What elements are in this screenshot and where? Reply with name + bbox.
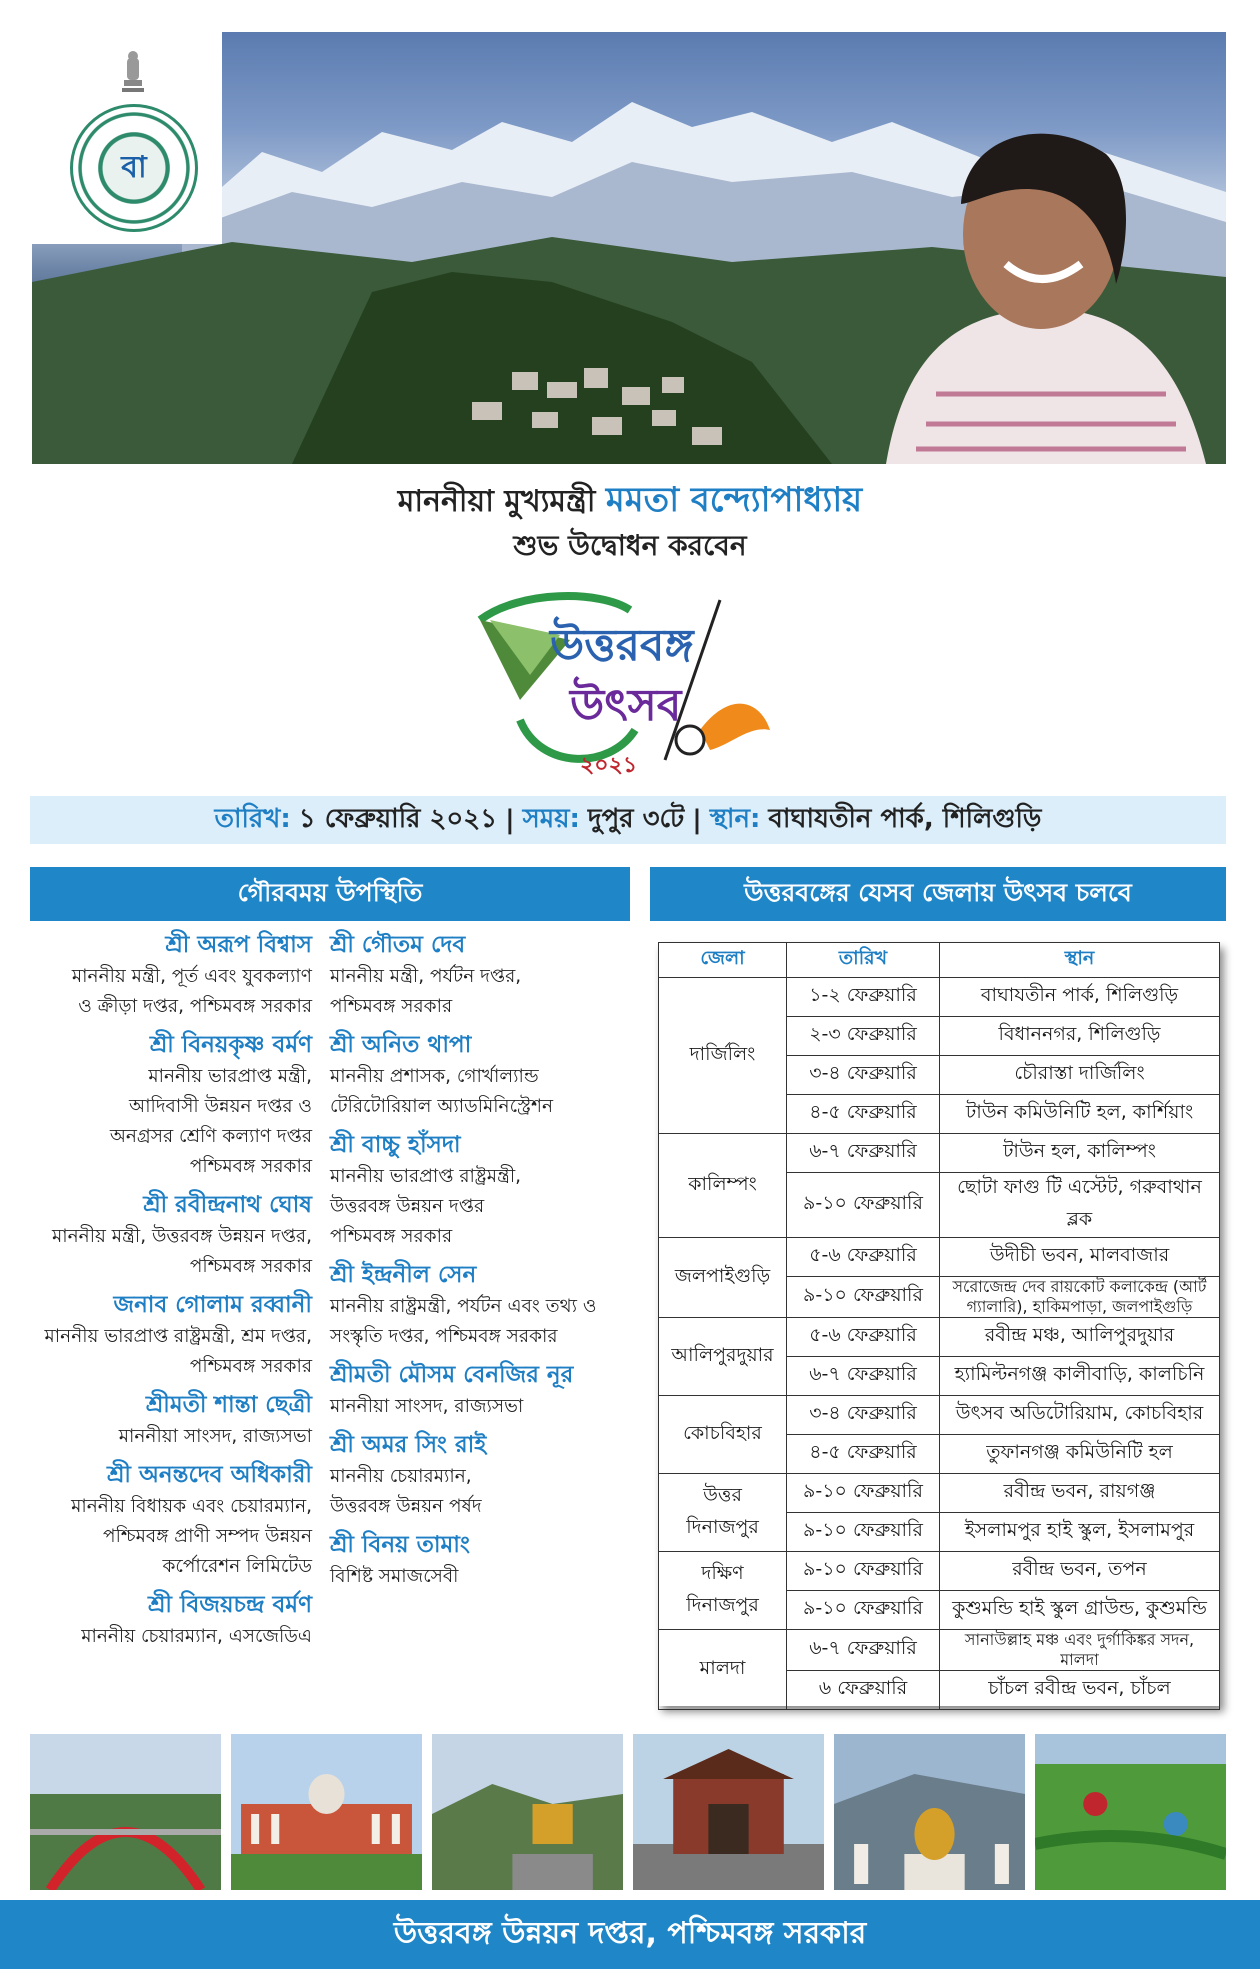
district-cell: উত্তর দিনাজপুর: [659, 1474, 787, 1552]
time-value: দুপুর ৩টে: [587, 804, 685, 834]
guest-entry: [330, 1128, 630, 1252]
guest-role-line: মাননীয় বিধায়ক এবং চেয়ারম্যান,: [71, 1496, 312, 1517]
districts-heading: উত্তরবঙ্গের যেসব জেলায় উৎসব চলবে: [650, 867, 1226, 921]
guest-entry: [330, 1428, 630, 1522]
date-cell: ৩-৪ ফেব্রুয়ারি: [787, 1396, 940, 1435]
venue-cell: তুফানগঞ্জ কমিউনিটি হল: [940, 1435, 1220, 1474]
guest-entry: [20, 1588, 312, 1652]
guest-role-line: মাননীয় ভারপ্রাপ্ত রাষ্ট্রমন্ত্রী,: [330, 1166, 521, 1187]
guest-role-line: পশ্চিমবঙ্গ সরকার: [189, 1156, 312, 1177]
headline-prefix: মাননীয়া মুখ্যমন্ত্রী: [397, 484, 596, 519]
district-cell: মালদা: [659, 1630, 787, 1710]
guest-name: শ্রী অনিত থাপা: [330, 1032, 472, 1058]
guest-role-line: মাননীয় ভারপ্রাপ্ত রাষ্ট্রমন্ত্রী, শ্রম দপ্তর,: [44, 1326, 312, 1347]
venue-cell: চৌরাস্তা দার্জিলিং: [940, 1056, 1220, 1095]
venue-cell: হ্যামিল্টনগঞ্জ কালীবাড়ি, কালচিনি: [940, 1357, 1220, 1396]
bridge-photo: [30, 1734, 221, 1890]
guest-role-line: পশ্চিমবঙ্গ সরকার: [330, 996, 453, 1017]
date-cell: ৪-৫ ফেব্রুয়ারি: [787, 1095, 940, 1134]
venue-cell: রবীন্দ্র ভবন, রায়গঞ্জ: [940, 1474, 1220, 1513]
venue-cell: কুশুমন্ডি হাই স্কুল গ্রাউন্ড, কুশুমন্ডি: [940, 1591, 1220, 1630]
event-info-bar: [30, 796, 1226, 844]
date-cell: ৯-১০ ফেব্রুয়ারি: [787, 1277, 940, 1318]
guest-role-line: মাননীয় মন্ত্রী, পর্যটন দপ্তর,: [330, 966, 522, 987]
guests-right-column: [330, 928, 630, 1598]
guests-left-column: [20, 928, 312, 1658]
guest-role-line: বিশিষ্ট সমাজসেবী: [330, 1566, 459, 1587]
table-row: [659, 1134, 1220, 1173]
date-cell: ৫-৬ ফেব্রুয়ারি: [787, 1318, 940, 1357]
guest-name: শ্রী বিজয়চন্দ্র বর্মণ: [148, 1592, 312, 1618]
guest-role-line: পশ্চিমবঙ্গ সরকার: [189, 1356, 312, 1377]
logo-line2: উৎসব: [570, 680, 682, 731]
guest-name: শ্রীমতী শান্তা ছেত্রী: [145, 1392, 312, 1418]
guest-name: শ্রী গৌতম দেব: [330, 932, 466, 958]
west-bengal-seal-icon: [70, 104, 198, 232]
venue-cell: রবীন্দ্র ভবন, তপন: [940, 1552, 1220, 1591]
table-row: [659, 1396, 1220, 1435]
venue-cell: ছোটা ফাগু টি এস্টেট, গরুবাথান ব্লক: [940, 1173, 1220, 1238]
headline-line1: [0, 474, 1260, 531]
venue-cell: রবীন্দ্র মঞ্চ, আলিপুরদুয়ার: [940, 1318, 1220, 1357]
schedule-body: [659, 978, 1220, 1710]
seal-letter: বা: [121, 149, 147, 185]
guest-entry: [330, 1258, 630, 1352]
gate-photo: [633, 1734, 824, 1890]
guest-role-line: মাননীয় প্রশাসক, গোর্খাল্যান্ড: [330, 1066, 539, 1087]
guest-role-line: মাননীয়া সাংসদ, রাজ্যসভা: [118, 1426, 312, 1447]
guest-role-line: মাননীয় চেয়ারম্যান, এসজেডিএ: [81, 1626, 312, 1647]
guest-role-line: কর্পোরেশন লিমিটেড: [162, 1556, 312, 1577]
logo-year: ২০২১: [580, 753, 638, 778]
guest-role-line: টেরিটোরিয়াল অ্যাডমিনিস্ট্রেশন: [330, 1096, 554, 1117]
guest-role-line: ও ক্রীড়া দপ্তর, পশ্চিমবঙ্গ সরকার: [78, 996, 312, 1017]
guest-entry: [330, 1028, 630, 1122]
guest-entry: [20, 1028, 312, 1182]
guest-role-line: পশ্চিমবঙ্গ সরকার: [330, 1226, 453, 1247]
guest-name: শ্রী অরূপ বিশ্বাস: [165, 932, 312, 958]
guest-role-line: মাননীয় ভারপ্রাপ্ত মন্ত্রী,: [148, 1066, 312, 1087]
guest-name: শ্রী রবীন্দ্রনাথ ঘোষ: [143, 1192, 312, 1218]
emblem-box: [32, 32, 222, 244]
guest-role-line: সংস্কৃতি দপ্তর, পশ্চিমবঙ্গ সরকার: [330, 1326, 558, 1347]
guest-entry: [330, 928, 630, 1022]
header-date: তারিখ: [787, 943, 940, 978]
time-label: সময়:: [522, 804, 580, 834]
logo-line1: উত্তরবঙ্গ: [550, 620, 694, 671]
header-venue: স্থান: [940, 943, 1220, 978]
ashoka-emblem-icon: [118, 50, 148, 102]
date-cell: ৯-১০ ফেব্রুয়ারি: [787, 1474, 940, 1513]
hero-banner: [32, 32, 1226, 464]
date-cell: ২-৩ ফেব্রুয়ারি: [787, 1017, 940, 1056]
venue-cell: উদীচী ভবন, মালবাজার: [940, 1238, 1220, 1277]
guest-name: জনাব গোলাম রব্বানী: [113, 1292, 312, 1318]
table-row: [659, 1318, 1220, 1357]
district-cell: দার্জিলিং: [659, 978, 787, 1134]
table-row: [659, 1630, 1220, 1671]
date-cell: ৯-১০ ফেব্রুয়ারি: [787, 1513, 940, 1552]
venue-cell: টাউন হল, কালিম্পং: [940, 1134, 1220, 1173]
guest-entry: [20, 1388, 312, 1452]
date-label: তারিখ:: [214, 804, 291, 834]
table-header-row: [659, 943, 1220, 978]
district-cell: জলপাইগুড়ি: [659, 1238, 787, 1318]
venue-cell: উৎসব অডিটোরিয়াম, কোচবিহার: [940, 1396, 1220, 1435]
date-cell: ৬-৭ ফেব্রুয়ারি: [787, 1630, 940, 1671]
venue-cell: বিধাননগর, শিলিগুড়ি: [940, 1017, 1220, 1056]
buddha-photo: [834, 1734, 1025, 1890]
table-row: [659, 1552, 1220, 1591]
chief-minister-portrait: [846, 94, 1226, 464]
palace-photo: [231, 1734, 422, 1890]
venue-cell: ইসলামপুর হাই স্কুল, ইসলামপুর: [940, 1513, 1220, 1552]
guest-name: শ্রী বিনয়কৃষ্ণ বর্মণ: [149, 1032, 312, 1058]
date-cell: ৯-১০ ফেব্রুয়ারি: [787, 1173, 940, 1238]
guest-role-line: মাননীয় মন্ত্রী, উত্তরবঙ্গ উন্নয়ন দপ্তর,: [51, 1226, 312, 1247]
divider: |: [692, 805, 702, 835]
table-row: [659, 1238, 1220, 1277]
schedule-table-wrapper: [658, 942, 1220, 1706]
guest-role-line: মাননীয়া সাংসদ, রাজ্যসভা: [330, 1396, 524, 1417]
venue-label: স্থান:: [709, 804, 761, 834]
footer-department: উত্তরবঙ্গ উন্নয়ন দপ্তর, পশ্চিমবঙ্গ সরকার: [0, 1900, 1260, 1969]
guest-role-line: আদিবাসী উন্নয়ন দপ্তর ও: [128, 1096, 312, 1117]
guest-name: শ্রী অমর সিং রাই: [330, 1432, 487, 1458]
date-cell: ৫-৬ ফেব্রুয়ারি: [787, 1238, 940, 1277]
headline-line2: শুভ উদ্বোধন করবেন: [513, 529, 747, 562]
date-value: ১ ফেব্রুয়ারি ২০২১: [298, 804, 498, 834]
header-district: জেলা: [659, 943, 787, 978]
venue-cell: সরোজেন্দ্র দেব রায়কোট কলাকেন্দ্র (আর্ট গ্যালারি), হাকিমপাড়া, জলপাইগুড়ি: [940, 1277, 1220, 1318]
venue-cell: চাঁচল রবীন্দ্র ভবন, চাঁচল: [940, 1671, 1220, 1710]
tea-garden-photo: [1035, 1734, 1226, 1890]
date-cell: ৪-৫ ফেব্রুয়ারি: [787, 1435, 940, 1474]
divider: |: [505, 805, 515, 835]
venue-cell: বাঘাযতীন পার্ক, শিলিগুড়ি: [940, 978, 1220, 1017]
guest-role-line: উত্তরবঙ্গ উন্নয়ন পর্ষদ: [330, 1496, 482, 1517]
date-cell: ৯-১০ ফেব্রুয়ারি: [787, 1552, 940, 1591]
schedule-table: [658, 942, 1220, 1710]
guest-name: শ্রী বিনয় তামাং: [330, 1532, 470, 1558]
venue-cell: সানাউল্লাহ মঞ্চ এবং দুর্গাকিঙ্কর সদন, মালদা: [940, 1630, 1220, 1671]
guest-name: শ্রীমতী মৌসম বেনজির নূর: [330, 1362, 574, 1388]
district-cell: আলিপুরদুয়ার: [659, 1318, 787, 1396]
guest-entry: [330, 1528, 630, 1592]
guest-entry: [20, 928, 312, 1022]
venue-value: বাঘাযতীন পার্ক, শিলিগুড়ি: [768, 804, 1042, 834]
guest-entry: [20, 1288, 312, 1382]
chief-minister-name: মমতা বন্দ্যোপাধ্যায়: [605, 480, 863, 520]
guest-role-line: উত্তরবঙ্গ উন্নয়ন দপ্তর: [330, 1196, 485, 1217]
date-cell: ৬-৭ ফেব্রুয়ারি: [787, 1357, 940, 1396]
district-cell: কোচবিহার: [659, 1396, 787, 1474]
guest-name: শ্রী ইন্দ্রনীল সেন: [330, 1262, 477, 1288]
monastery-photo: [432, 1734, 623, 1890]
date-cell: ৬ ফেব্রুয়ারি: [787, 1671, 940, 1710]
festival-logo: [460, 580, 800, 780]
guests-heading: গৌরবময় উপস্থিতি: [30, 867, 630, 921]
district-cell: কালিম্পং: [659, 1134, 787, 1238]
guest-entry: [20, 1458, 312, 1582]
guest-role-line: অনগ্রসর শ্রেণি কল্যাণ দপ্তর: [109, 1126, 312, 1147]
venue-cell: টাউন কমিউনিটি হল, কার্শিয়াং: [940, 1095, 1220, 1134]
guest-name: শ্রী বাচ্চু হাঁসদা: [330, 1132, 461, 1158]
guest-role-line: পশ্চিমবঙ্গ সরকার: [189, 1256, 312, 1277]
guest-entry: [330, 1358, 630, 1422]
guest-role-line: মাননীয় রাষ্ট্রমন্ত্রী, পর্যটন এবং তথ্য ও: [330, 1296, 597, 1317]
date-cell: ৬-৭ ফেব্রুয়ারি: [787, 1134, 940, 1173]
date-cell: ৯-১০ ফেব্রুয়ারি: [787, 1591, 940, 1630]
guest-entry: [20, 1188, 312, 1282]
photo-strip: [30, 1734, 1226, 1890]
football-icon: [676, 726, 704, 754]
guest-role-line: পশ্চিমবঙ্গ প্রাণী সম্পদ উন্নয়ন: [103, 1526, 312, 1547]
date-cell: ১-২ ফেব্রুয়ারি: [787, 978, 940, 1017]
guest-name: শ্রী অনন্তদেব অধিকারী: [107, 1462, 312, 1488]
district-cell: দক্ষিণ দিনাজপুর: [659, 1552, 787, 1630]
table-row: [659, 978, 1220, 1017]
table-row: [659, 1474, 1220, 1513]
date-cell: ৩-৪ ফেব্রুয়ারি: [787, 1056, 940, 1095]
guest-role-line: মাননীয় চেয়ারম্যান,: [330, 1466, 472, 1487]
guest-role-line: মাননীয় মন্ত্রী, পূর্ত এবং যুবকল্যাণ: [71, 966, 312, 987]
